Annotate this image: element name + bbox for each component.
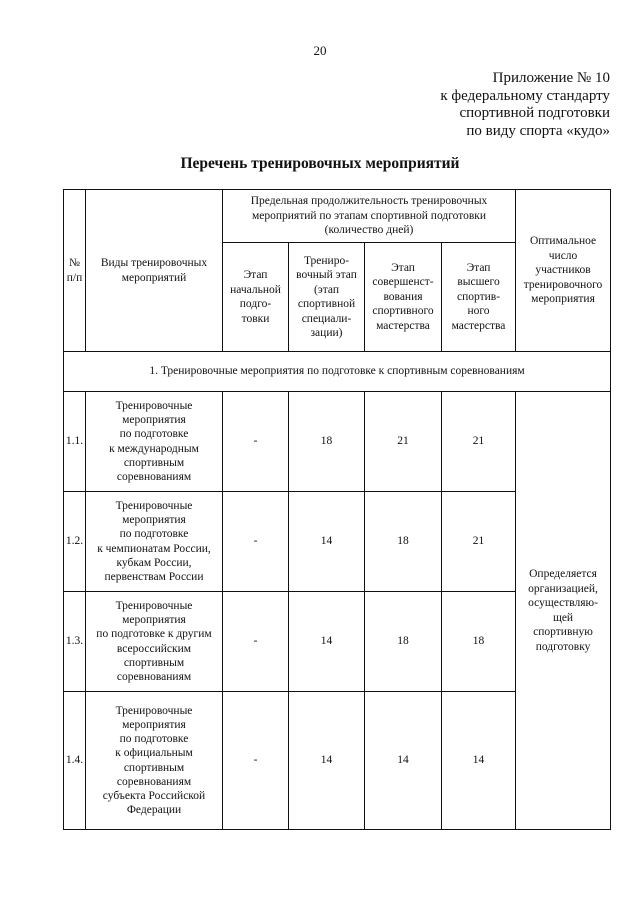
row-value-training: 18 [289,392,365,492]
header-stage-higher: Этап высшего спортив- ного мастерства [442,243,516,352]
row-value-improvement: 18 [365,592,442,692]
header-kind: Виды тренировочных мероприятий [86,190,223,352]
page-number: 20 [313,43,327,58]
row-value-higher: 14 [442,692,516,830]
training-events-table [63,189,611,830]
header-duration: Предельная продолжительность тренировочных мероприятий по этапам спортивной подготовки (количество дней) [223,190,516,243]
table-row [64,392,611,492]
header-stage-improvement: Этап совершенст- вования спортивного мастерства [365,243,442,352]
appendix-line: спортивной подготовки [459,105,610,121]
row-value-improvement: 14 [365,692,442,830]
appendix-line: по виду спорта «кудо» [466,122,610,139]
optimal-note: Определяется организацией, осуществляю- щей спортивную подготовку [516,392,611,830]
row-value-higher: 21 [442,492,516,592]
section-heading: 1. Тренировочные мероприятия по подготовке к спортивным соревнованиям [64,352,611,392]
row-value-higher: 21 [442,392,516,492]
row-event-kind: Тренировочные мероприятия по подготовке к другим всероссийским спортивным соревнованиям [86,592,223,692]
header-optimal: Оптимальное число участников тренировочного мероприятия [516,190,611,352]
row-event-kind: Тренировочные мероприятия по подготовке к чемпионатам России, кубкам России, первенствам России [86,492,223,592]
row-number: 1.1. [64,392,86,492]
row-event-kind: Тренировочные мероприятия по подготовке к официальным спортивным соревнованиям субъекта Российской Федерации [86,692,223,830]
row-number: 1.3. [64,592,86,692]
header-stage-training: Трениро- вочный этап (этап спортивной специали- зации) [289,243,365,352]
appendix-header [440,70,610,140]
row-value-initial: - [223,392,289,492]
row-value-training: 14 [289,592,365,692]
appendix-line: Приложение № 10 [492,70,610,86]
row-number: 1.2. [64,492,86,592]
appendix-line: к федеральному стандарту [440,87,610,104]
row-number: 1.4. [64,692,86,830]
row-value-training: 14 [289,492,365,592]
row-value-improvement: 21 [365,392,442,492]
document-title: Перечень тренировочных мероприятий [180,155,460,172]
row-value-initial: - [223,692,289,830]
row-value-higher: 18 [442,592,516,692]
row-event-kind: Тренировочные мероприятия по подготовке к международным спортивным соревнованиям [86,392,223,492]
row-value-initial: - [223,492,289,592]
row-value-improvement: 18 [365,492,442,592]
header-stage-initial: Этап начальной подго- товки [223,243,289,352]
header-num: № п/п [64,190,86,352]
row-value-initial: - [223,592,289,692]
row-value-training: 14 [289,692,365,830]
